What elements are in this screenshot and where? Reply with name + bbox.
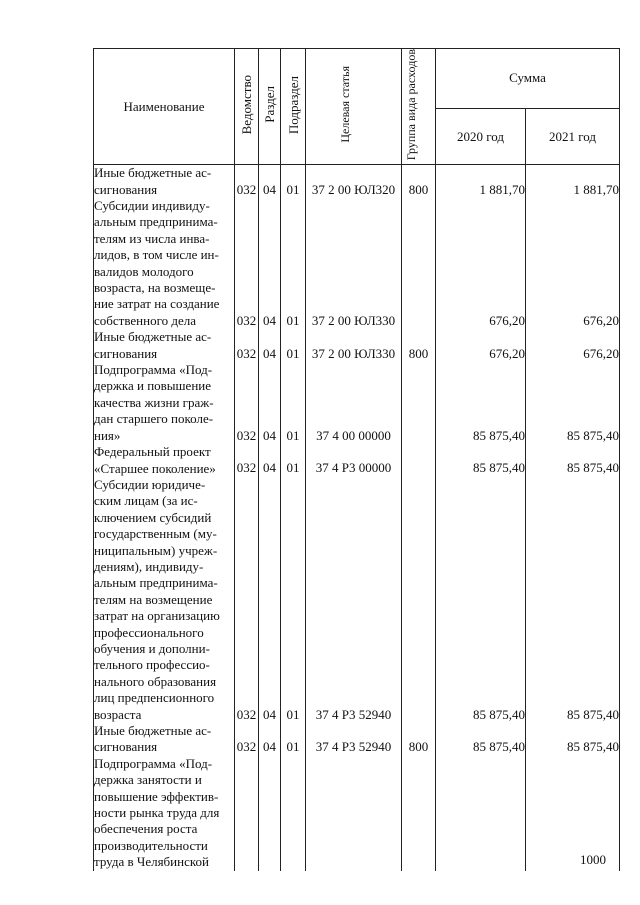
header-razdel: Раздел xyxy=(259,49,281,165)
row-name-line: сигнования xyxy=(94,181,158,197)
row-name-line: качества жизни граж- xyxy=(94,394,214,410)
row-value-2021: 85 875,40 xyxy=(526,723,620,756)
row-celevaya: 37 4 00 00000 xyxy=(306,362,402,444)
row-vedomstvo: 032 xyxy=(235,165,259,198)
row-name-line: труда в Челябинской xyxy=(94,854,209,870)
header-gruppa: Группа вида расходов xyxy=(402,49,436,165)
table-row xyxy=(94,165,620,198)
row-name-line: производительности xyxy=(94,837,208,853)
row-name-line: Иные бюджетные ас- xyxy=(94,723,212,738)
row-celevaya: 37 2 00 ЮЛ320 xyxy=(306,165,402,198)
row-name-line: дан старшего поколе- xyxy=(94,411,214,427)
row-celevaya: 37 4 P3 52940 xyxy=(306,477,402,723)
row-name-line: ским лицам (за ис- xyxy=(94,493,198,509)
row-name-line: ниципальным) учреж- xyxy=(94,542,218,558)
row-name-line: профессионального xyxy=(94,624,204,640)
row-gruppa xyxy=(402,362,436,444)
row-value-2020: 85 875,40 xyxy=(436,477,526,723)
row-name-line: Субсидии юридиче- xyxy=(94,476,206,492)
header-podrazdel: Подраздел xyxy=(281,49,306,165)
row-vedomstvo: 032 xyxy=(235,477,259,723)
page-number: 1000 xyxy=(580,852,606,867)
row-razdel: 04 xyxy=(259,198,281,329)
row-value-2021: 85 875,40 xyxy=(526,362,620,444)
row-name-line: ключением субсидий xyxy=(94,509,212,525)
row-razdel: 04 xyxy=(259,723,281,756)
row-value-2020: 85 875,40 xyxy=(436,723,526,756)
row-podrazdel: 01 xyxy=(281,198,306,329)
row-name-line: лидов, в том числе ин- xyxy=(94,247,219,263)
row-celevaya xyxy=(306,756,402,871)
row-name-line: тельного профессио- xyxy=(94,657,210,673)
row-name-line: ности рынка труда для xyxy=(94,805,220,821)
row-name-line: Подпрограмма «Под- xyxy=(94,362,213,378)
row-value-2021: 85 875,40 xyxy=(526,444,620,477)
row-gruppa xyxy=(402,756,436,871)
header-name: Наименование xyxy=(94,49,235,165)
row-vedomstvo: 032 xyxy=(235,329,259,362)
row-name xyxy=(94,165,235,198)
row-name-line: лиц предпенсионного xyxy=(94,690,215,706)
row-name-line: повышение эффектив- xyxy=(94,788,219,804)
row-razdel: 04 xyxy=(259,444,281,477)
row-name xyxy=(94,723,235,756)
row-podrazdel: 01 xyxy=(281,362,306,444)
row-name-line: возраста xyxy=(94,706,142,722)
row-value-2020: 85 875,40 xyxy=(436,444,526,477)
row-value-2020: 676,20 xyxy=(436,198,526,329)
row-razdel: 04 xyxy=(259,329,281,362)
row-name-line: собственного дела xyxy=(94,312,196,328)
header-summa: Сумма xyxy=(436,49,620,109)
row-name-line: Иные бюджетные ас- xyxy=(94,165,212,181)
row-name xyxy=(94,477,235,723)
row-name-line: затрат на организацию xyxy=(94,608,220,624)
row-name-line: сигнования xyxy=(94,345,158,361)
row-podrazdel xyxy=(281,756,306,871)
row-name-line: телям из числа инва- xyxy=(94,230,210,246)
table-row xyxy=(94,362,620,444)
row-vedomstvo: 032 xyxy=(235,723,259,756)
row-razdel: 04 xyxy=(259,362,281,444)
row-name xyxy=(94,198,235,329)
row-podrazdel: 01 xyxy=(281,444,306,477)
row-name-line: ние затрат на создание xyxy=(94,296,220,312)
row-vedomstvo: 032 xyxy=(235,198,259,329)
row-vedomstvo xyxy=(235,756,259,871)
table-body xyxy=(94,165,620,871)
row-name-line: ния» xyxy=(94,427,121,443)
row-gruppa xyxy=(402,477,436,723)
row-gruppa: 800 xyxy=(402,723,436,756)
budget-table xyxy=(93,48,620,871)
row-name-line: нального образования xyxy=(94,673,217,689)
row-celevaya: 37 4 P3 00000 xyxy=(306,444,402,477)
row-value-2021: 1 881,70 xyxy=(526,165,620,198)
row-name-line: возраста, на возмеще- xyxy=(94,280,216,296)
header-vedomstvo: Ведомство xyxy=(235,49,259,165)
header-year-2021: 2021 год xyxy=(526,108,620,164)
row-gruppa: 800 xyxy=(402,165,436,198)
row-name xyxy=(94,362,235,444)
row-name-line: держка и повышение xyxy=(94,378,212,394)
row-name-line: обучения и дополни- xyxy=(94,640,210,656)
row-podrazdel: 01 xyxy=(281,723,306,756)
row-value-2020: 85 875,40 xyxy=(436,362,526,444)
row-value-2020 xyxy=(436,756,526,871)
row-value-2020: 1 881,70 xyxy=(436,165,526,198)
row-celevaya: 37 2 00 ЮЛ330 xyxy=(306,329,402,362)
row-vedomstvo: 032 xyxy=(235,444,259,477)
header-year-2020: 2020 год xyxy=(436,108,526,164)
row-name-line: «Старшее поколение» xyxy=(94,460,216,476)
row-name xyxy=(94,444,235,477)
row-razdel xyxy=(259,756,281,871)
table-row xyxy=(94,723,620,756)
row-name-line: Подпрограмма «Под- xyxy=(94,755,213,771)
row-celevaya: 37 4 P3 52940 xyxy=(306,723,402,756)
row-name-line: телям на возмещение xyxy=(94,591,213,607)
table-row xyxy=(94,198,620,329)
row-name-line: Федеральный проект xyxy=(94,444,211,460)
table-header xyxy=(94,49,620,165)
row-name-line: альным предпринима- xyxy=(94,575,218,591)
row-value-2021: 676,20 xyxy=(526,198,620,329)
row-podrazdel: 01 xyxy=(281,165,306,198)
table-row xyxy=(94,756,620,871)
row-name-line: держка занятости и xyxy=(94,772,202,788)
row-name-line: обеспечения роста xyxy=(94,821,198,837)
row-value-2021: 676,20 xyxy=(526,329,620,362)
row-podrazdel: 01 xyxy=(281,329,306,362)
row-celevaya: 37 2 00 ЮЛ330 xyxy=(306,198,402,329)
table-row xyxy=(94,477,620,723)
row-gruppa xyxy=(402,444,436,477)
row-name xyxy=(94,756,235,871)
table-row xyxy=(94,444,620,477)
row-name xyxy=(94,329,235,362)
row-name-line: Субсидии индивиду- xyxy=(94,198,210,213)
header-celevaya: Целевая статья xyxy=(306,49,402,165)
row-podrazdel: 01 xyxy=(281,477,306,723)
row-name-line: Иные бюджетные ас- xyxy=(94,329,212,345)
row-name-line: сигнования xyxy=(94,739,158,755)
row-value-2020: 676,20 xyxy=(436,329,526,362)
row-vedomstvo: 032 xyxy=(235,362,259,444)
table-row xyxy=(94,329,620,362)
row-gruppa xyxy=(402,198,436,329)
row-gruppa: 800 xyxy=(402,329,436,362)
row-name-line: государственным (му- xyxy=(94,526,217,542)
row-name-line: валидов молодого xyxy=(94,263,194,279)
row-razdel: 04 xyxy=(259,165,281,198)
row-name-line: альным предпринима- xyxy=(94,214,218,230)
row-value-2021: 85 875,40 xyxy=(526,477,620,723)
row-name-line: дениям), индивиду- xyxy=(94,558,204,574)
row-razdel: 04 xyxy=(259,477,281,723)
